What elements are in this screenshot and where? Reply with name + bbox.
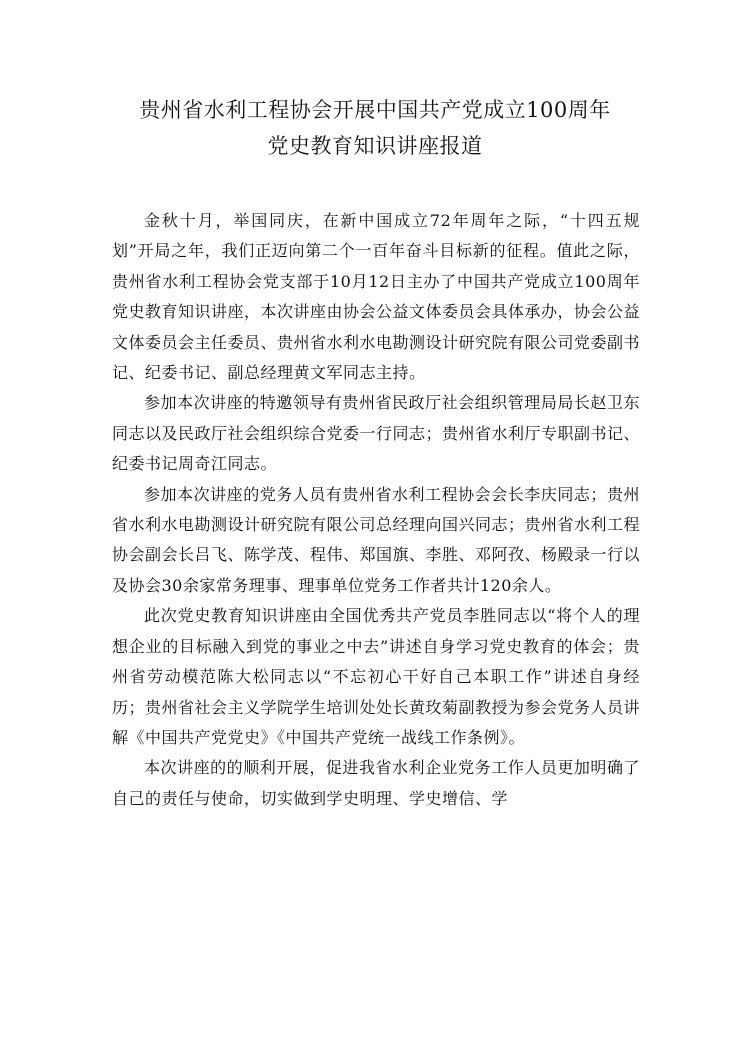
page-title — [60, 92, 690, 164]
paragraph-5: 本次讲座的的顺利开展，促进我省水利企业党务工作人员更加明确了自己的责任与使命，切实做到学史明理、学史增信、学 — [112, 758, 640, 808]
paragraph-3: 参加本次讲座的党务人员有贵州省水利工程协会会长李庆同志；贵州省水利水电勘测设计研究院有限公司总经理向国兴同志；贵州省水利工程协会副会长吕飞、陈学茂、程伟、郑国旗、李胜、邓阿孜、杨殿录一行以及协会30余家常务理事、理事单位党务工作者共计120余人。 — [112, 484, 641, 595]
paragraph-2: 参加本次讲座的特邀领导有贵州省民政厅社会组织管理局局长赵卫东同志以及民政厅社会组织综合党委一行同志；贵州省水利厅专职副书记、纪委书记周奇江同志。 — [112, 393, 641, 474]
paragraph-4: 此次党史教育知识讲座由全国优秀共产党员李胜同志以“将个人的理想企业的目标融入到党的事业之中去”讲述自身学习党史教育的体会；贵州省劳动模范陈大松同志以“不忘初心干好自己本职工作”讲述自身经历；贵州省社会主义学院学生培训处处长黄玫菊副教授为参会党务人员讲解《中国共产党党史》《中国共产党统一战线工作条例》。 — [112, 606, 641, 747]
title-line-1: 贵州省水利工程协会开展中国共产党成立100周年 — [139, 98, 611, 122]
title-line-2: 党史教育知识讲座报道 — [267, 134, 483, 158]
paragraph-1: 金秋十月，举国同庆，在新中国成立72年周年之际，“十四五规划”开局之年，我们正迈向第二个一百年奋斗目标新的征程。值此之际，贵州省水利工程协会党支部于10月12日主办了中国共产党成立100周年党史教育知识讲座，本次讲座由协会公益文体委员会具体承办，协会公益文体委员会主任委员、贵州省水利水电勘测设计研究院有限公司党委副书记、纪委书记、副总经理黄文军同志主持。 — [112, 211, 641, 383]
article-body — [112, 206, 640, 814]
